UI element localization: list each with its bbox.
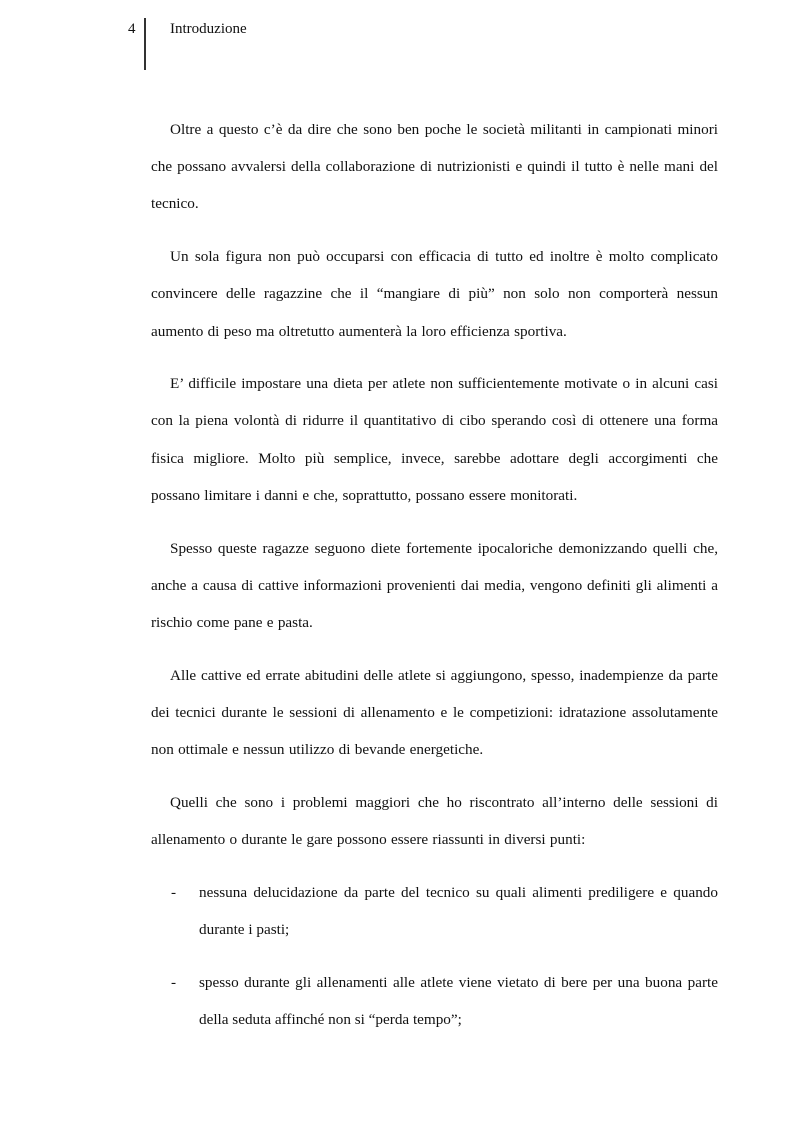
paragraph-6: Quelli che sono i problemi maggiori che ho riscontrato all’interno delle sessioni di allenamento o durante le gare possono essere riassunti in diversi punti:: [151, 793, 718, 848]
bullet-text: spesso durante gli allenamenti alle atlete viene vietato di bere per una buona parte della seduta affinché non si “perda tempo”;: [199, 973, 718, 1028]
header-divider: [144, 18, 146, 70]
bullet-item-1: [151, 874, 718, 948]
bullet-item-2: [151, 964, 718, 1038]
page-header: [0, 0, 793, 80]
bullet-list: [151, 874, 718, 1038]
paragraph-2: Un sola figura non può occuparsi con efficacia di tutto ed inoltre è molto complicato convincere delle ragazzine che il “mangiare di più” non solo non comporterà nessun aumento di peso ma oltretutto aumenterà la loro efficienza sportiva.: [151, 248, 718, 340]
page-number: 4: [128, 21, 136, 37]
bullet-text: nessuna delucidazione da parte del tecnico su quali alimenti prediligere e quando durante i pasti;: [199, 883, 718, 938]
paragraph-5: Alle cattive ed errate abitudini delle atlete si aggiungono, spesso, inadempienze da parte dei tecnici durante le sessioni di allenamento e le competizioni: idratazione assolutamente non ottimale e nessun utilizzo di bevande energetiche.: [151, 666, 718, 759]
paragraph-1: Oltre a questo c’è da dire che sono ben poche le società militanti in campionati minori che possano avvalersi della collaborazione di nutrizionisti e quindi il tutto è nelle mani del tecnico.: [151, 121, 718, 213]
paragraph-3: E’ difficile impostare una dieta per atlete non sufficientemente motivate o in alcuni casi con la piena volontà di ridurre il quantitativo di cibo sperando così di ottenere una forma fisica migliore. Molto più semplice, invece, sarebbe adottare degli accorgimenti che possano limitare i danni e che, soprattutto, possano essere monitorati.: [151, 375, 718, 504]
chapter-title: Introduzione: [170, 21, 247, 37]
dash-marker: -: [171, 973, 177, 991]
body-text: [151, 111, 718, 1053]
paragraph-4: Spesso queste ragazze seguono diete fortemente ipocaloriche demonizzando quelli che, anche a causa di cattive informazioni provenienti dai media, vengono definiti gli alimenti a rischio come pane e pasta.: [151, 539, 718, 631]
dash-marker: -: [171, 883, 177, 901]
